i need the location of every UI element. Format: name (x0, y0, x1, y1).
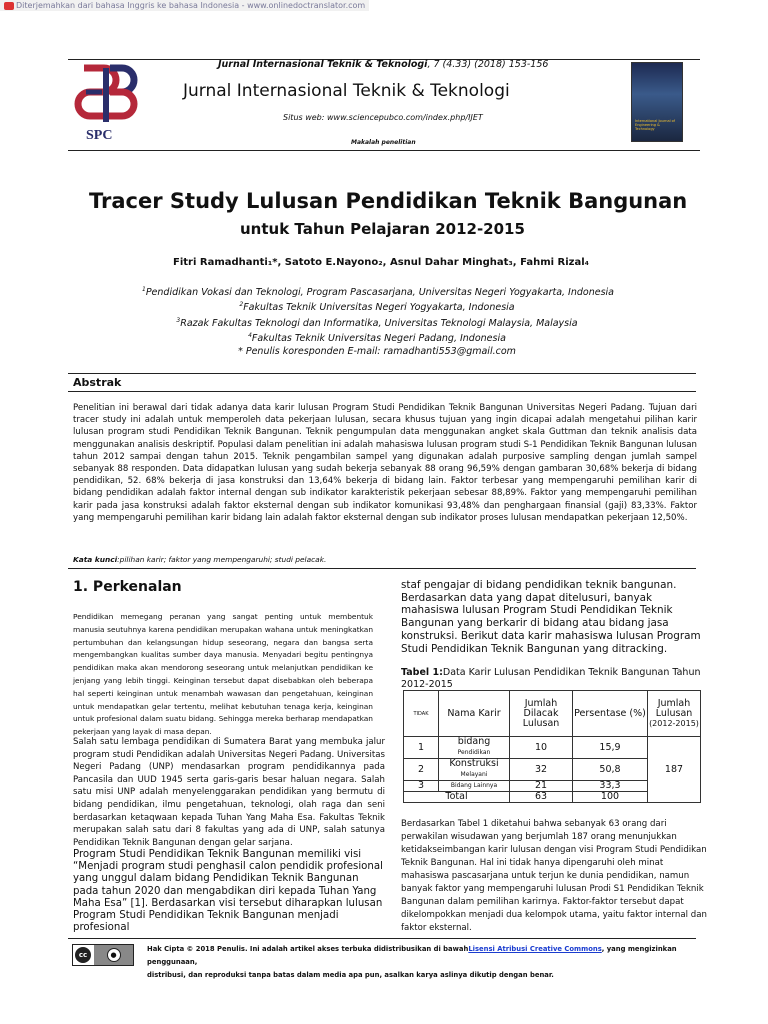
translator-icon (4, 2, 14, 10)
journal-cover-label: International Journal of Engineering & Technology (635, 119, 676, 131)
journal-title: Jurnal Internasional Teknik & Teknologi (183, 81, 510, 101)
cell-grad-total: 187 (648, 737, 701, 803)
translation-banner-text: Diterjemahkan dari bahasa Inggris ke bahasa Indonesia - www.onlinedoctranslator.com (16, 1, 366, 10)
abstract-mid-rule (68, 391, 696, 392)
cell-name: Konstruksi Melayani (439, 759, 510, 781)
affiliation-1: $^1$Pendidikan Vokasi dan Teknologi, Program Pascasarjana, Universitas Negeri Yogyakarta, Indonesia (142, 286, 614, 299)
journal-website[interactable]: Situs web: www.sciencepubco.com/index.php/IJET (283, 113, 483, 122)
affiliation-2: $^2$Fakultas Teknik Universitas Negeri Yogyakarta, Indonesia (239, 301, 515, 314)
abstract-text: Penelitian ini berawal dari tidak adanya data karir lulusan Program Studi Pendidikan Teknik Bangunan Universitas Negeri Padang. Tujuan dari tracer study ini adalah untuk memperoleh data pekerjaan lulusan, secara khusus tujuan yang ingin dicapai adalah mengetahui pilihan karir lulusan program studi Pendidikan Teknik Bangunan. Teknik pengumpulan data menggunakan angket skala Guttman dan teknik analisis data menggunakan analisis deskriptif. Populasi dalam penelitian ini adalah mahasiswa lulusan program studi S-1 Pendidikan Teknik Bangunan lulusan tahun 2012 sampai dengan tahun 2015. Teknik pengambilan sampel yang digunakan adalah purposive sampling dengan jumlah sampel sebanyak 88 responden. Data didapatkan lulusan yang sudah bekerja sebanyak 88 orang 96,59% dengan gambaran 30,68% bekerja di bidang pendidikan, 52. 68% bekerja di jasa konstruksi dan 13,64% bekerja di bidang lain. Faktor terbesar yang mempengaruhi pemilihan karir di bidang pendidikan adalah faktor internal dengan sub indikator karakteristik pekerjaan sebesar 88,89%. Faktor yang mempengaruhi pemilihan karir pada jasa konstruksi adalah faktor eksternal dengan sub indikator komunikasi 93,48% dan penghargaan finansial (gaji) 83,33%. Faktor yang mempengaruhi pemilihan karir bidang lain adalah faktor eksternal dengan sub indikator proses lulusan mendapatkan pekerjaan 12,50%. (73, 403, 697, 523)
translation-banner[interactable] (0, 0, 369, 11)
keywords: Kata kunci:pilihan karir; faktor yang mempengaruhi; studi pelacak. (73, 555, 327, 564)
cell-count: 32 (510, 759, 573, 781)
author-list: Fitri Ramadhanti₁*, Satoto E.Nayono₂, Asnul Dahar Minghat₃, Fahmi Rizal₄ (173, 257, 590, 268)
journal-cover-image (631, 62, 683, 142)
header-bottom-rule (68, 150, 700, 151)
th-count: Jumlah Dilacak Lulusan (510, 691, 573, 737)
table-row (404, 737, 701, 759)
cc-icon: cc (75, 947, 91, 963)
corresponding-author[interactable]: * Penulis koresponden E-mail: ramadhanti553@gmail.com (238, 345, 516, 357)
spc-logo-text: SPC (86, 128, 113, 143)
cell-pct: 33,3 (573, 781, 648, 792)
right-paragraph-2: Berdasarkan Tabel 1 diketahui bahwa sebanyak 63 orang dari perwakilan wisudawan yang berjumlah 187 orang menunjukkan ketidakseimbangan karir lulusan dengan visi Program Studi Pendidikan Teknik Bangunan. Hal ini tidak hanya dipengaruhi oleh minat mahasiswa pascasarjana untuk terjun ke dunia pendidikan, namun banyak faktor yang mempengaruhi lulusan Prodi S1 Pendidikan Teknik Bangunan dalam pemilihan karirnya. Faktor-faktor tersebut dapat dikelompokkan menjadi dua kelompok utama, yaitu faktor internal dan faktor eksternal. (401, 819, 707, 933)
affiliation-3: $^3$Razak Fakultas Teknologi dan Informatika, Universitas Teknologi Malaysia, Malaysia (176, 316, 578, 330)
affiliation-4: $^4$Fakultas Teknik Universitas Negeri Padang, Indonesia (248, 332, 506, 345)
cell-pct: 50,8 (573, 759, 648, 781)
career-table (403, 690, 701, 803)
footer-rule (68, 938, 696, 939)
th-no: TIDAK (404, 691, 439, 737)
abstract-top-rule (68, 373, 696, 374)
cell-name: Bidang Lainnya (439, 781, 510, 792)
right-paragraph-1: staf pengajar di bidang pendidikan teknik bangunan. Berdasarkan data yang dapat ditelusuri, banyak mahasiswa lulusan Program Studi Pendidikan Teknik Bangunan yang berkarir di bidang atau bidang jasa konstruksi. Berikut data karir mahasiswa lulusan Program Studi Pendidikan Teknik Bangunan yang ditracking. (401, 579, 701, 655)
cc-license-link[interactable]: Lisensi Atribusi Creative Commons (468, 945, 602, 953)
person-icon: ● (107, 948, 121, 962)
footer-copyright: Hak Cipta © 2018 Penulis. Ini adalah artikel akses terbuka didistribusikan di bawahLisensi Atribusi Creative Commons, yang mengizinkan penggunaan, distribusi, dan reproduksi tanpa batas dalam media apa pun, asalkan karya aslinya dikutip dengan benar. (147, 945, 677, 979)
abstract-bottom-rule (68, 568, 696, 569)
paper-title: Tracer Study Lulusan Pendidikan Teknik Bangunan (89, 189, 688, 213)
affiliations (142, 284, 612, 358)
intro-paragraph-2: Salah satu lembaga pendidikan di Sumatera Barat yang membuka jalur program studi Pendidikan adalah Universitas Negeri Padang. Universitas Negeri Padang (UNP) mendasarkan program pendidikannya pada Pancasila dan UUD 1945 serta garis-garis besar haluan negara. Salah satu misi UNP adalah menyelenggarakan pendidikan yang bermutu di bidang pendidikan, ilmu pengetahuan, teknologi, olah raga dan seni berdasarkan ketaqwaan kepada Tuhan Yang Maha Esa. Fakultas Teknik merupakan salah satu dari 8 fakultas yang ada di UNP, salah satunya Pendidikan Teknik Bangunan dengan gelar sarjana. (73, 737, 385, 848)
cell-no: 3 (404, 781, 439, 792)
article-type: Makalah penelitian (351, 139, 416, 146)
abstract-heading: Abstrak (73, 376, 122, 389)
journal-citation: Jurnal Internasional Teknik & Teknologi, 7 (4.33) (2018) 153-156 (218, 59, 549, 70)
table-header-row (404, 691, 701, 737)
cell-count: 21 (510, 781, 573, 792)
th-name: Nama Karir (439, 691, 510, 737)
th-pct: Persentase (%) (573, 691, 648, 737)
cell-no: 2 (404, 759, 439, 781)
cell-total-count: 63 (510, 792, 573, 803)
cell-no: 1 (404, 737, 439, 759)
cell-count: 10 (510, 737, 573, 759)
cell-pct: 15,9 (573, 737, 648, 759)
cc-license-badge[interactable] (72, 944, 134, 966)
table-caption: Tabel 1:Data Karir Lulusan Pendidikan Teknik Bangunan Tahun 2012-2015 (401, 667, 701, 690)
th-total-grad: Jumlah Lulusan (2012-2015) (648, 691, 701, 737)
paper-subtitle: untuk Tahun Pelajaran 2012-2015 (240, 220, 525, 238)
intro-paragraph-1: Pendidikan memegang peranan yang sangat penting untuk membentuk manusia seutuhnya karena pendidikan merupakan wahana untuk meningkatkan pertumbuhan dan kelangsungan hidup seseorang, negara dan bangsa serta mengembangkan kualitas sumber daya manusia. Menyadari begitu pentingnya pendidikan maka akan mendorong seseorang untuk melanjutkan pendidikan ke jenjang yang lebih tinggi. Keinginan tersebut dapat disebabkan oleh beberapa hal seperti keinginan untuk menambah wawasan dan pengetahuan, keinginan untuk mendapatkan gelar tertentu, melihat kebutuhan tenaga kerja, keinginan untuk profesional dalam suatu bidang. Sehingga mereka berharap mendapatkan pekerjaan yang layak di masa depan. (73, 612, 373, 737)
attribution-icon-box (94, 945, 133, 965)
cell-total-pct: 100 (573, 792, 648, 803)
section-heading-introduction: 1. Perkenalan (73, 579, 182, 595)
cell-name: bidang Pendidikan (439, 737, 510, 759)
intro-paragraph-3: Program Studi Pendidikan Teknik Bangunan memiliki visi “Menjadi program studi penghasil calon pendidik profesional yang unggul dalam bidang Pendidikan Teknik Bangunan pada tahun 2020 dan mengabdikan diri kepada Tuhan Yang Maha Esa” [1]. Berdasarkan visi tersebut diharapkan lulusan Program Studi Pendidikan Teknik Bangunan menjadi profesional (73, 849, 383, 934)
cell-total-label: Total (404, 792, 510, 803)
spc-logo (72, 62, 142, 144)
